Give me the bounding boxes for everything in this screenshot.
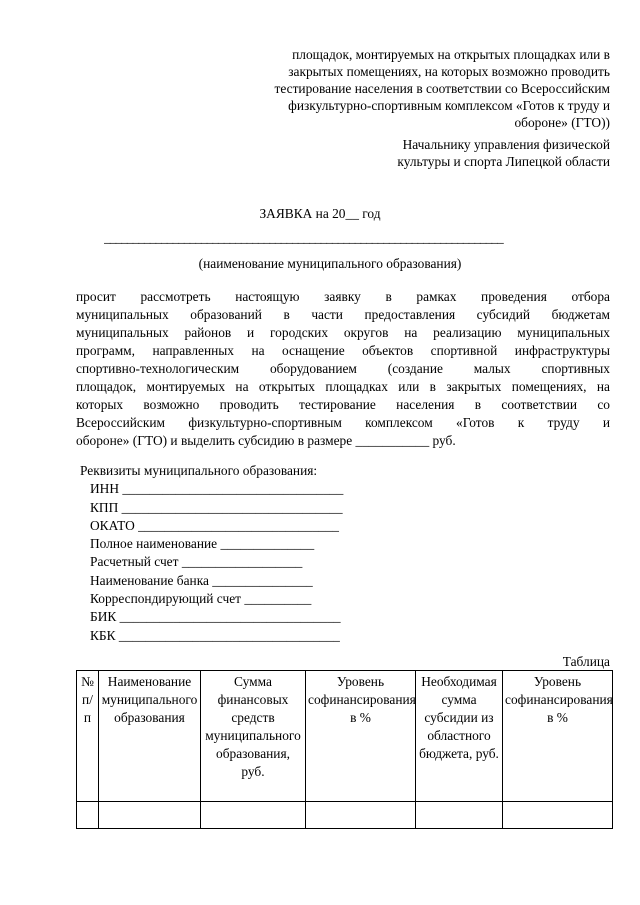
table-row <box>77 802 613 829</box>
paragraph-line: площадок, монтируемых на открытых площадках или в закрытых помещениях, на <box>76 379 610 394</box>
requisites-title: Реквизиты муниципального образования: <box>80 463 318 478</box>
requisite-corr-account: Корреспондирующий счет __________ <box>90 591 312 607</box>
paragraph-line: спортивно-технологическим оборудованием (создание малых спортивных <box>76 361 610 376</box>
table-cell <box>77 802 99 829</box>
addressee-block <box>310 136 610 170</box>
requisite-bank-name: Наименование банка _______________ <box>90 572 313 588</box>
paragraph-line: муниципальных районов и городских округов на реализацию муниципальных <box>76 325 610 340</box>
addressee-line: культуры и спорта Липецкой области <box>397 154 610 169</box>
table-cell <box>306 802 416 829</box>
municipality-blank-line: ______________________________________________________________________ <box>104 230 503 245</box>
header-line: площадок, монтируемых на открытых площадках или в <box>292 47 610 62</box>
paragraph-line: Всероссийским физкультурно-спортивным комплексом «Готов к труду и <box>76 415 610 430</box>
addressee-line: Начальнику управления физической <box>402 137 610 152</box>
request-paragraph <box>76 288 610 450</box>
col-municipal-funds-header: Сумма финансовых средств муниципального образования, руб. <box>201 671 306 802</box>
table-cell <box>201 802 306 829</box>
requisite-bik: БИК _________________________________ <box>90 609 341 625</box>
paragraph-line: просит рассмотреть настоящую заявку в рамках проведения отбора <box>76 289 610 304</box>
col-number-header: № п/п <box>77 671 99 802</box>
table-cell <box>503 802 613 829</box>
table-header-row <box>77 671 613 802</box>
paragraph-line: обороне» (ГТО) и выделить субсидию в размере ___________ руб. <box>76 433 456 448</box>
requisite-inn: ИНН _________________________________ <box>90 481 344 497</box>
municipality-caption: (наименование муниципального образования) <box>198 256 462 271</box>
col-municipality-header: Наименование муниципального образования <box>99 671 201 802</box>
header-line: закрытых помещениях, на которых возможно проводить <box>288 64 610 79</box>
requisite-account: Расчетный счет __________________ <box>90 554 303 570</box>
header-line: обороне» (ГТО)) <box>514 115 610 130</box>
paragraph-line: программ, направленных на оснащение объектов спортивной инфраструктуры <box>76 343 610 358</box>
requisite-kpp: КПП _________________________________ <box>90 499 343 515</box>
paragraph-line: которых возможно проводить тестирование населения в соответствии со <box>76 397 610 412</box>
table-cell <box>99 802 201 829</box>
col-cofinancing-level-header-2: Уровень софинансирования в % <box>503 671 613 802</box>
subsidy-table <box>76 670 613 829</box>
requisite-okato: ОКАТО ______________________________ <box>90 517 339 533</box>
col-required-subsidy-header: Необходимая сумма субсидии из областного бюджета, руб. <box>416 671 503 802</box>
header-line: физкультурно-спортивным комплексом «Готов к труду и <box>288 98 610 113</box>
paragraph-line: муниципальных образований в части предоставления субсидий бюджетам <box>76 307 610 322</box>
col-cofinancing-level-header: Уровень софинансирования в % <box>306 671 416 802</box>
document-title: ЗАЯВКА на 20__ год <box>259 206 381 221</box>
header-line: тестирование населения в соответствии со Всероссийским <box>274 81 610 96</box>
table-cell <box>416 802 503 829</box>
requisite-kbk: КБК _________________________________ <box>90 627 340 643</box>
header-text-block <box>250 46 610 131</box>
table-caption: Таблица <box>562 654 610 669</box>
requisite-full-name: Полное наименование ______________ <box>90 536 315 552</box>
requisites-block <box>80 462 343 645</box>
